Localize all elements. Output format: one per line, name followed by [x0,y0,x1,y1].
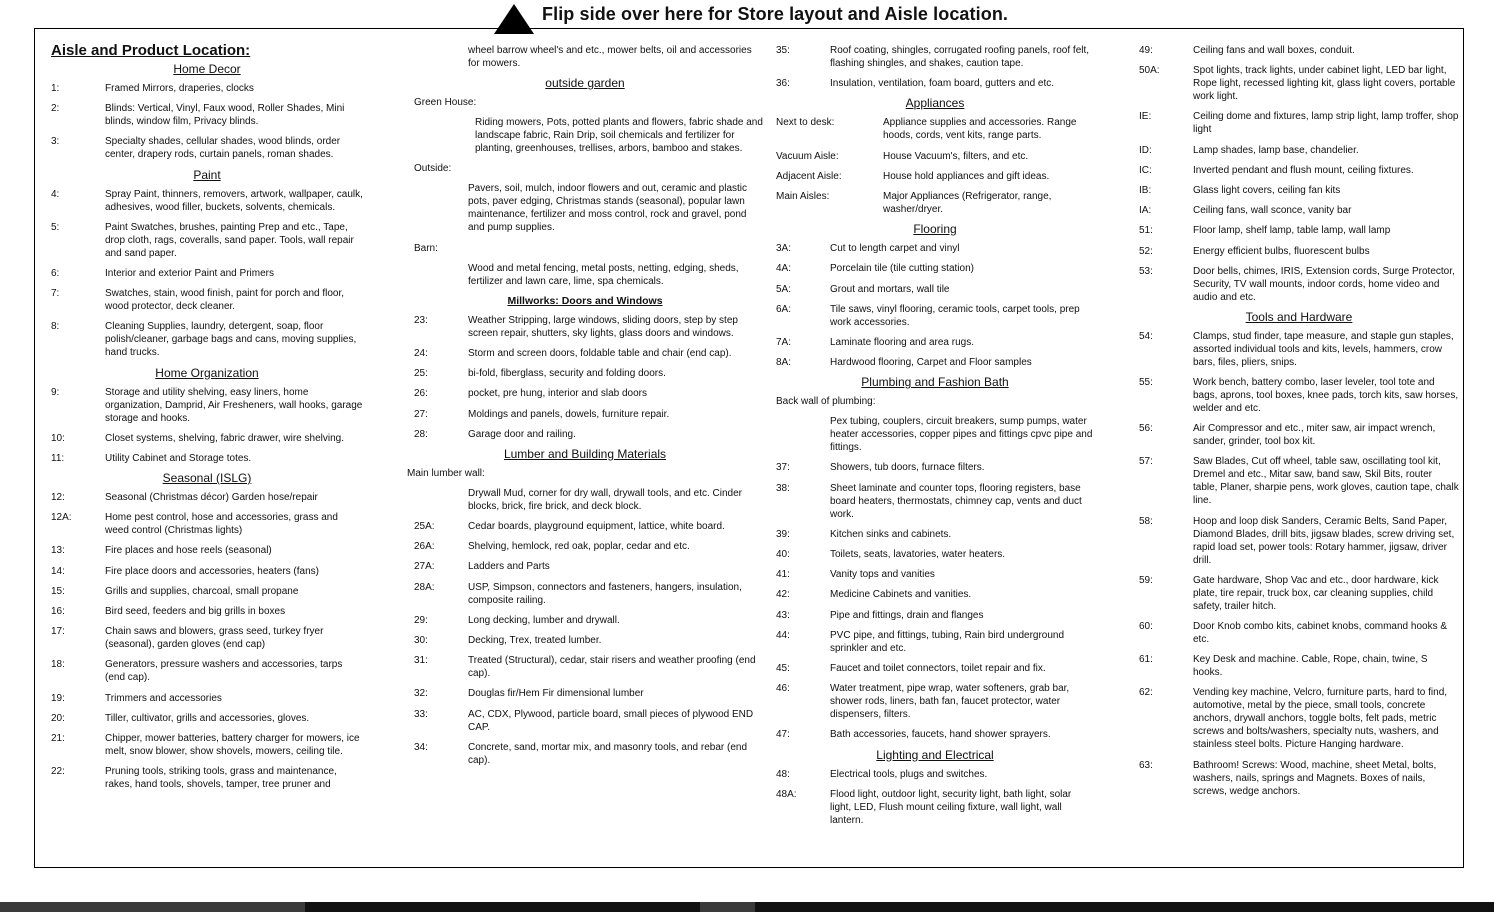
aisle-number: 18: [51,659,65,671]
aisle-number: 34: [414,741,428,753]
aisle-products: Air Compressor and etc., miter saw, air impact wrench, sander, grinder, tool box kit. [1193,423,1436,448]
aisle-products: Cedar boards, playground equipment, lattice, white board. [468,521,725,533]
aisle-entry [1139,265,1459,304]
aisle-products: Utility Cabinet and Storage totes. [105,452,252,464]
aisle-products: Seasonal (Christmas décor) Garden hose/repair [105,492,318,504]
aisle-entry [776,568,1094,581]
aisle-products: Key Desk and machine. Cable, Rope, chain, twine, S hooks. [1193,654,1428,679]
section-heading: Plumbing and Fashion Bath [861,375,1009,390]
aisle-number: Adjacent Aisle: [776,170,842,182]
aisle-number: 6A: [776,303,792,315]
aisle-products: PVC pipe, and fittings, tubing, Rain bird underground sprinkler and etc. [830,629,1065,654]
aisle-entry [407,560,763,573]
aisle-number: 5: [51,221,60,233]
aisle-products: Toilets, seats, lavatories, water heaters. [830,549,1006,560]
aisle-number: 47: [776,729,790,741]
aisle-entry [407,540,763,553]
aisle-number: 36: [776,78,790,90]
aisle-entry [407,520,763,533]
aisle-entry [776,356,1094,369]
aisle-products: Moldings and panels, dowels, furniture repair. [468,408,670,420]
area-label: Outside: [414,163,452,175]
aisle-products: Grills and supplies, charcoal, small propane [105,585,299,597]
aisle-products: Kitchen sinks and cabinets. [830,528,952,540]
aisle-entry [1139,164,1459,177]
aisle-entry [407,654,763,680]
aisle-number: ID: [1139,144,1152,156]
aisle-entry [51,692,363,705]
aisle-entry [1139,245,1459,258]
aisle-products: Pruning tools, striking tools, grass and maintenance, rakes, hand tools, shovels, tamper, tree pruner and [105,766,337,791]
aisle-number: 27: [414,408,428,420]
aisle-number: 30: [414,635,428,646]
aisle-entry [1139,110,1459,136]
aisle-number: IE: [1139,111,1152,123]
aisle-number: 7: [51,288,60,300]
aisle-entry [776,262,1094,275]
aisle-number: 1: [51,83,60,94]
aisle-products: House Vacuum's, filters, and etc. [883,150,1029,162]
aisle-number: 55: [1139,377,1153,389]
aisle-products: Bathroom! Screws: Wood, machine, sheet Metal, bolts, washers, nails, springs and Magnets. Boxes of nails, screws, wedge anchors. [1193,759,1437,797]
aisle-number: 21: [51,732,65,744]
aisle-products: AC, CDX, Plywood, particle board, small pieces of plywood END CAP. [468,708,754,733]
aisle-number: 33: [414,708,428,720]
aisle-products: Water treatment, pipe wrap, water softeners, grab bar, shower rods, liners, bath fan, faucet protector, water dispensers, filters. [830,683,1070,721]
aisle-products: Ladders and Parts [468,561,550,573]
aisle-products: Decking, Trex, treated lumber. [468,635,602,646]
aisle-entry [1139,653,1459,679]
aisle-entry [776,629,1094,655]
aisle-products: Long decking, lumber and drywall. [468,614,620,626]
aisle-products: Douglas fir/Hem Fir dimensional lumber [468,688,644,700]
aisle-products: Tiller, cultivator, grills and accessories, gloves. [105,712,310,724]
aisle-entry [51,432,363,445]
aisle-entry [776,283,1094,296]
aisle-number: 4A: [776,263,792,275]
aisle-number: IB: [1139,184,1152,196]
aisle-entry [51,625,363,651]
aisle-products: Energy efficient bulbs, fluorescent bulbs [1193,245,1370,257]
aisle-number: 52: [1139,245,1153,257]
aisle-number: 25A: [414,521,435,533]
aisle-number: 35: [776,45,790,56]
aisle-products: Ceiling fans and wall boxes, conduit. [1193,45,1355,56]
aisle-number: Vacuum Aisle: [776,150,839,162]
aisle-products: Appliance supplies and accessories. Range hoods, cords, vent kits, range parts. [883,117,1077,142]
column-2 [407,44,763,774]
aisle-entry [407,581,763,607]
aisle-products: Generators, pressure washers and accessories, tarps (end cap). [105,659,343,684]
aisle-products: House hold appliances and gift ideas. [883,170,1050,182]
aisle-entry [1139,759,1459,798]
aisle-entry [1139,44,1459,57]
aisle-entry [1139,204,1459,217]
aisle-entry [776,170,1094,183]
aisle-products: Framed Mirrors, draperies, clocks [105,83,254,94]
aisle-number: 17: [51,626,65,638]
aisle-products: Storage and utility shelving, easy liners, home organization, Damprid, Air Fresheners, wall hooks, garage storage and hooks. [105,386,363,424]
aisle-number: 29: [414,614,428,626]
aisle-entry [776,77,1094,90]
area-label: Green House: [414,97,477,109]
aisle-entry [51,452,363,465]
aisle-entry [776,548,1094,561]
aisle-products: bi-fold, fiberglass, security and folding doors. [468,368,666,380]
aisle-entry [51,585,363,598]
aisle-entry [776,662,1094,675]
aisle-number: 62: [1139,687,1153,699]
column-4 [1139,44,1459,805]
aisle-entry [776,116,1094,142]
aisle-number: 49: [1139,45,1153,56]
aisle-products: Hoop and loop disk Sanders, Ceramic Belts, Sand Paper, Diamond Blades, drill bits, jigsaw blades, screw driving set, rapid load set, power tools: Rotary hammer, jigsaw, driver drill. [1193,515,1455,566]
aisle-number: 20: [51,712,65,724]
aisle-products: Inverted pendant and flush mount, ceiling fixtures. [1193,164,1414,176]
aisle-number: 40: [776,549,790,560]
aisle-number: Main Aisles: [776,190,830,202]
product-description: Drywall Mud, corner for dry wall, drywall tools, and etc. Cinder blocks, brick, fire brick, and deck block. [468,487,742,512]
aisle-entry [776,788,1094,827]
aisle-entry [1139,64,1459,103]
aisle-number: 6: [51,267,60,279]
aisle-entry [51,605,363,618]
aisle-products: Paint Swatches, brushes, painting Prep and etc., Tape, drop cloth, rags, coveralls, sand paper. Tools, wall repair and sand paper. [105,221,354,259]
section-heading: Paint [193,167,221,182]
aisle-number: 8A: [776,357,792,369]
aisle-number: 50A: [1139,65,1160,77]
aisle-entry [407,314,763,340]
aisle-entry [407,347,763,360]
aisle-number: 58: [1139,515,1153,527]
area-label: Back wall of plumbing: [776,396,876,408]
aisle-entry [407,428,763,441]
aisle-products: Concrete, sand, mortar mix, and masonry tools, and rebar (end cap). [468,741,748,766]
aisle-entry [51,565,363,578]
aisle-number: 12: [51,492,65,504]
aisle-entry [776,242,1094,255]
aisle-entry [51,188,363,214]
aisle-products: Major Appliances (Refrigerator, range, washer/dryer. [883,190,1052,215]
aisle-products: Porcelain tile (tile cutting station) [830,263,974,275]
aisle-number: 2: [51,103,60,115]
product-description: Wood and metal fencing, metal posts, netting, edging, sheds, fertilizer and lawn care, lime, spa chemicals. [468,262,739,287]
aisle-entry [1139,376,1459,415]
aisle-number: 26A: [414,541,435,553]
section-heading: Lumber and Building Materials [503,446,667,461]
aisle-products: Fire place doors and accessories, heaters (fans) [105,565,319,577]
aisle-products: Glass light covers, ceiling fan kits [1193,184,1341,196]
aisle-products: Swatches, stain, wood finish, paint for porch and floor, wood protector, deck cleaner. [105,288,345,313]
aisle-number: 39: [776,528,790,540]
aisle-products: Medicine Cabinets and vanities. [830,589,972,601]
aisle-number: 28: [414,428,428,440]
aisle-number: 32: [414,688,428,700]
aisle-products: Vending key machine, Velcro, furniture parts, hard to find, automotive, metal by the piece, small tools, concrete anchors, drywall anchors, toggle bolts, felt pads, metric screws and bolts/washers, specialty nuts, washers, and stainless steel bolts. Picture Hanging hardware. [1193,687,1448,751]
aisle-entry [1139,144,1459,157]
aisle-products: Interior and exterior Paint and Primers [105,267,274,279]
aisle-number: 26: [414,388,428,400]
aisle-number: 60: [1139,621,1153,632]
aisle-products: Floor lamp, shelf lamp, table lamp, wall lamp [1193,225,1391,237]
aisle-number: IA: [1139,205,1152,217]
aisle-entry [1139,455,1459,507]
aisle-products: Cut to length carpet and vinyl [830,243,960,255]
aisle-number: 44: [776,629,790,641]
aisle-products: Clamps, stud finder, tape measure, and staple gun staples, assorted individual tools and kits, levels, hammers, crow bars, files, pliers, snips. [1193,330,1454,368]
aisle-entry [51,732,363,758]
aisle-number: 41: [776,569,790,581]
aisle-entry [776,190,1094,216]
aisle-products: Tile saws, vinyl flooring, ceramic tools, carpet tools, prep work accessories. [830,303,1080,328]
aisle-number: 38: [776,482,790,494]
aisle-number: 48: [776,768,790,780]
aisle-entry [51,544,363,557]
aisle-number: IC: [1139,164,1152,176]
aisle-number: 63: [1139,759,1153,771]
section-heading: Millworks: Doors and Windows [507,294,663,307]
aisle-entry [407,708,763,734]
aisle-entry [51,658,363,684]
aisle-entry [51,102,363,128]
aisle-entry [776,768,1094,781]
aisle-products: Chipper, mower batteries, battery charger for mowers, ice melt, snow blower, show shovels, mowers, ceiling tile. [105,732,360,757]
aisle-products: Gate hardware, Shop Vac and etc., door hardware, kick plate, tire repair, truck box, car cleaning supplies, child safety, trailer hitch. [1193,574,1439,612]
aisle-entry [51,320,363,359]
aisle-number: 37: [776,462,790,474]
aisle-products: Pipe and fittings, drain and flanges [830,609,984,621]
aisle-number: 51: [1139,225,1153,237]
aisle-products: Saw Blades, Cut off wheel, table saw, oscillating tool kit, Dremel and etc., Mitar saw, band saw, Skil Bits, router table, Planer, sharpie pens, work gloves, caution tape, chalk line. [1193,456,1459,507]
product-description: wheel barrow wheel's and etc., mower belts, oil and accessories for mowers. [468,45,752,69]
aisle-number: 11: [51,452,65,464]
area-label: Barn: [414,242,438,254]
aisle-products: Fire places and hose reels (seasonal) [105,545,272,557]
aisle-number: 15: [51,585,65,597]
area-label: Main lumber wall: [407,467,485,479]
aisle-number: 3: [51,136,60,148]
aisle-products: Insulation, ventilation, foam board, gutters and etc. [830,78,1055,90]
aisle-number: 54: [1139,330,1153,342]
aisle-products: Work bench, battery combo, laser leveler, tool tote and bags, aprons, tool boxes, knee pads, torch kits, saw horses, welder and etc. [1193,377,1459,415]
product-description: Pavers, soil, mulch, indoor flowers and out, ceramic and plastic pots, paver edging, Christmas stands (seasonal), popular lawn maintenance, fertilizer and moss control, rock and gravel, pond and pump supplies. [468,183,748,234]
section-heading: outside garden [545,76,625,91]
aisle-entry [407,741,763,767]
aisle-entry [51,82,363,95]
aisle-products: Grout and mortars, wall tile [830,283,950,295]
aisle-number: 3A: [776,243,792,255]
page-title: Aisle and Product Location: [51,42,251,59]
aisle-products: Trimmers and accessories [105,692,222,704]
aisle-entry [51,712,363,725]
aisle-products: Home pest control, hose and accessories, grass and weed control (Christmas lights) [105,512,338,537]
aisle-products: Bird seed, feeders and big grills in boxes [105,606,286,617]
aisle-number: 25: [414,368,428,380]
aisle-products: USP, Simpson, connectors and fasteners, hangers, insulation, composite railing. [468,581,742,606]
aisle-entry [407,634,763,647]
aisle-number: 16: [51,606,65,617]
section-heading: Home Organization [155,365,259,380]
aisle-products: pocket, pre hung, interior and slab doors [468,388,647,400]
aisle-entry [776,150,1094,163]
aisle-entry [1139,515,1459,567]
section-heading: Lighting and Electrical [876,747,994,762]
aisle-products: Hardwood flooring, Carpet and Floor samples [830,357,1032,369]
aisle-number: 23: [414,314,428,326]
product-description: Pex tubing, couplers, circuit breakers, sump pumps, water heater accessories, copper pipes and fittings cpvc pipe and fittings. [830,416,1093,454]
aisle-entry [51,221,363,260]
column-3 [776,44,1094,834]
aisle-products: Door Knob combo kits, cabinet knobs, command hooks & etc. [1193,621,1448,645]
section-heading: Flooring [913,222,957,237]
aisle-entry [51,267,363,280]
aisle-products: Electrical tools, plugs and switches. [830,768,988,780]
aisle-entry [1139,330,1459,369]
aisle-number: 7A: [776,336,792,348]
aisle-products: Weather Stripping, large windows, sliding doors, step by step screen repair, shutters, sky lights, glass doors and windows. [468,314,738,339]
aisle-number: 5A: [776,283,792,295]
aisle-products: Flood light, outdoor light, security light, bath light, solar light, LED, Flush mount ceiling fixture, wall light, wall lantern. [830,788,1072,826]
aisle-entry [407,408,763,421]
aisle-products: Specialty shades, cellular shades, wood blinds, order center, drapery rods, curtain panels, roman shades. [105,136,341,161]
aisle-entry [776,728,1094,741]
aisle-products: Chain saws and blowers, grass seed, turkey fryer (seasonal), garden gloves (end cap) [105,626,324,651]
aisle-products: Roof coating, shingles, corrugated roofing panels, roof felt, flashing shingles, and shakes, caution tape. [830,45,1090,69]
aisle-number: 57: [1139,456,1153,468]
aisle-products: Sheet laminate and counter tops, flooring registers, base board heaters, thermostats, chimney cap, vents and duct work. [830,482,1082,520]
aisle-entry [51,287,363,313]
aisle-number: 59: [1139,574,1153,586]
aisle-products: Spot lights, track lights, under cabinet light, LED bar light, Rope light, recessed lighting kit, glass light covers, portable work light. [1193,65,1456,103]
aisle-entry [51,135,363,161]
aisle-number: 48A: [776,788,797,800]
aisle-number: 56: [1139,423,1153,435]
aisle-products: Vanity tops and vanities [830,569,935,581]
aisle-number: 27A: [414,561,435,573]
aisle-entry [776,461,1094,474]
aisle-products: Blinds: Vertical, Vinyl, Faux wood, Roller Shades, Mini blinds, window film, Privacy blinds. [105,103,345,128]
banner-text: Flip side over here for Store layout and Aisle location. [542,3,1009,24]
aisle-products: Garage door and railing. [468,428,576,440]
section-heading: Tools and Hardware [1245,309,1353,324]
aisle-number: 31: [414,655,428,667]
aisle-number: 42: [776,589,790,601]
aisle-entry [1139,686,1459,751]
aisle-products: Closet systems, shelving, fabric drawer, wire shelving. [105,432,344,444]
aisle-entry [51,491,363,504]
aisle-entry [407,387,763,400]
aisle-entry [407,367,763,380]
aisle-entry [776,588,1094,601]
aisle-number: 8: [51,321,60,333]
aisle-number: 12A: [51,512,72,524]
aisle-products: Cleaning Supplies, laundry, detergent, soap, floor polish/cleaner, garbage bags and cans, moving supplies, hand trucks. [105,321,357,359]
aisle-products: Spray Paint, thinners, removers, artwork, wallpaper, caulk, adhesives, wood filler, buckets, solvents, chemicals. [105,188,363,213]
aisle-entry [776,528,1094,541]
aisle-entry [776,336,1094,349]
aisle-products: Faucet and toilet connectors, toilet repair and fix. [830,662,1046,674]
aisle-products: Laminate flooring and area rugs. [830,336,974,348]
section-heading: Appliances [905,96,965,111]
aisle-entry [1139,224,1459,237]
aisle-number: 53: [1139,265,1153,277]
product-description: Riding mowers, Pots, potted plants and flowers, fabric shade and landscape fabric, Rain Drip, soil chemicals and fertilizer for planting, greenhouses, trellises, arbors, bamboo and stakes. [475,117,763,155]
aisle-entry [1139,422,1459,448]
aisle-entry [407,687,763,700]
aisle-number: 28A: [414,581,435,593]
aisle-products: Storm and screen doors, foldable table and chair (end cap). [468,347,732,359]
section-heading: Seasonal (ISLG) [162,471,252,486]
aisle-entry [51,386,363,425]
aisle-entry [1139,620,1459,646]
aisle-number: 45: [776,662,790,674]
aisle-products: Showers, tub doors, furnace filters. [830,462,985,474]
aisle-entry [776,44,1094,70]
aisle-number: 19: [51,692,65,704]
aisle-number: Next to desk: [776,117,835,129]
column-1 [51,44,363,798]
aisle-products: Lamp shades, lamp base, chandelier. [1193,144,1359,156]
section-heading: Home Decor [173,62,241,76]
aisle-entry [51,511,363,537]
aisle-entry [407,614,763,627]
aisle-entry [776,682,1094,721]
aisle-entry [776,482,1094,521]
aisle-number: 24: [414,347,428,359]
aisle-entry [776,609,1094,622]
aisle-number: 22: [51,766,65,778]
aisle-products: Treated (Structural), cedar, stair risers and weather proofing (end cap). [468,655,756,680]
aisle-number: 13: [51,545,65,557]
aisle-number: 10: [51,432,65,444]
aisle-entry [1139,574,1459,613]
aisle-products: Door bells, chimes, IRIS, Extension cords, Surge Protector, Security, TV wall mounts, indoor cords, home video and audio and etc. [1193,265,1455,303]
aisle-number: 9: [51,386,60,398]
aisle-products: Ceiling dome and fixtures, lamp strip light, lamp troffer, shop light [1193,111,1459,136]
aisle-products: Shelving, hemlock, red oak, poplar, cedar and etc. [468,541,690,553]
aisle-number: 4: [51,188,60,200]
aisle-number: 61: [1139,654,1153,666]
aisle-number: 43: [776,609,790,621]
aisle-entry [51,765,363,791]
aisle-number: 46: [776,683,790,695]
aisle-number: 14: [51,565,65,577]
aisle-entry [1139,184,1459,197]
bottom-bar [0,902,1494,912]
aisle-entry [776,303,1094,329]
aisle-products: Bath accessories, faucets, hand shower sprayers. [830,729,1051,741]
aisle-products: Ceiling fans, wall sconce, vanity bar [1193,205,1352,217]
